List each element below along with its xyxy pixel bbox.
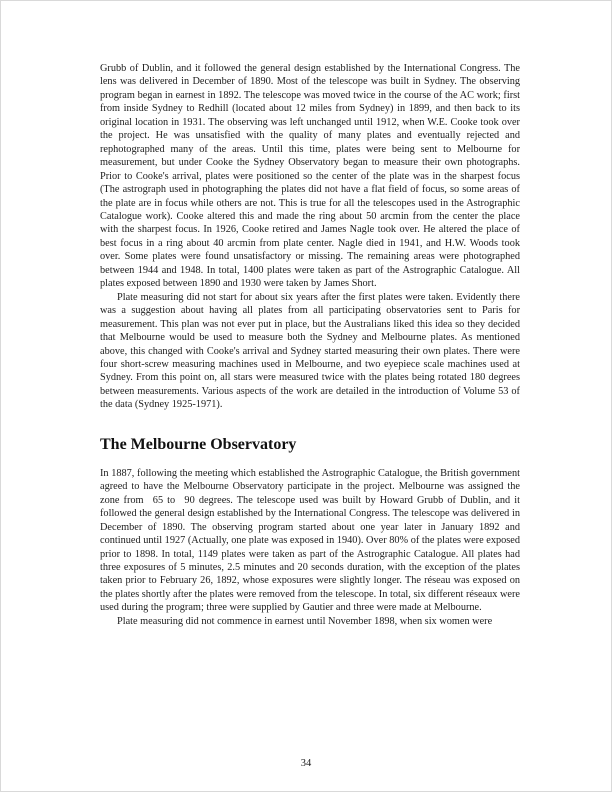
paragraph-sydney-telescope-history: Grubb of Dublin, and it followed the general design established by the International Congress. The lens was delivered in December of 1890. Most of the telescope was built in Sydney. The observing program began in earnest in 1892. The telescope was moved twice in the course of the AC work; first from inside Sydney to Redhill (located about 12 miles from Sydney) in 1899, and then back to its original location in 1931. The observing was left unchanged until 1912, when W.E. Cooke took over the project. He was unsatisfied with the quality of many plates and eventually rejected and rephotographed many of the areas. Until this time, plates were being sent to Melbourne for measurement, but under Cooke the Sydney Observatory began to measure their own photographs. Prior to Cooke's arrival, plates were positioned so the center of the plate was in the sharpest focus (The astrograph used in photographing the plates did not have a flat field of focus, so some areas of the plate are in focus while others are not. This is true for all the telescopes used in the Astrographic Catalogue work). Cooke altered this and made the ring about 50 arcmin from the center the place with the sharpest focus. In 1926, Cooke retired and James Nagle took over. He altered the place of best focus in a ring about 40 arcmin from plate center. Nagle died in 1941, and H.W. Woods took over. Some plates were found unsatisfactory or missing. The remaining areas were photographed between 1944 and 1948. In total, 1400 plates were taken as part of the Astrographic Catalogue. All plates exposed between 1890 and 1930 were taken by James Short. xyxy=(100,63,520,290)
section-heading-melbourne-observatory: The Melbourne Observatory xyxy=(100,435,297,453)
page-number: 34 xyxy=(300,758,312,769)
text-block xyxy=(100,62,520,628)
paragraph-melbourne-history: In 1887, following the meeting which established the Astrographic Catalogue, the British government agreed to have the Melbourne Observatory participate in the project. Melbourne was assigned the zone from 65 to 90 degrees. The telescope used was built by Howard Grubb of Dublin, and it followed the general design established by the International Congress. The telescope was delivered in December of 1890. The observing program started about one year later in January 1892 and continued until 1927 (Actually, one plate was exposed in 1940). Over 80% of the plates were exposed prior to 1898. In total, 1149 plates were taken as part of the Astrographic Catalogue. All plates had three exposures of 5 minutes, 2.5 minutes and 20 seconds duration, with the exception of the plates taken prior to February 26, 1892, whose exposures were slightly longer. The réseau was exposed on the plates shortly after the plates were removed from the telescope. In total, six different réseaux were used during the program; three were supplied by Gautier and three were made at Melbourne. xyxy=(100,467,520,614)
paragraph-sydney-plate-measuring: Plate measuring did not start for about six years after the first plates were taken. Evidently there was a suggestion about having all plates from all participating observatories sent to Paris for measurement. This plan was not ever put in place, but the Australians liked this idea so they decided that Melbourne would be used to measure both the Sydney and Melbourne plates. As mentioned above, this changed with Cooke's arrival and Sydney started measuring their own plates. There were four short-screw measuring machines used in Melbourne, and two eyepiece scale machines used at Sydney. From this point on, all stars were measured twice with the plates being rotated 180 degrees between measurements. Various aspects of the work are detailed in the introduction of Volume 53 of the data (Sydney 1925-1971). xyxy=(100,291,520,411)
paragraph-melbourne-plate-measuring: Plate measuring did not commence in earnest until November 1898, when six women were xyxy=(117,615,493,627)
